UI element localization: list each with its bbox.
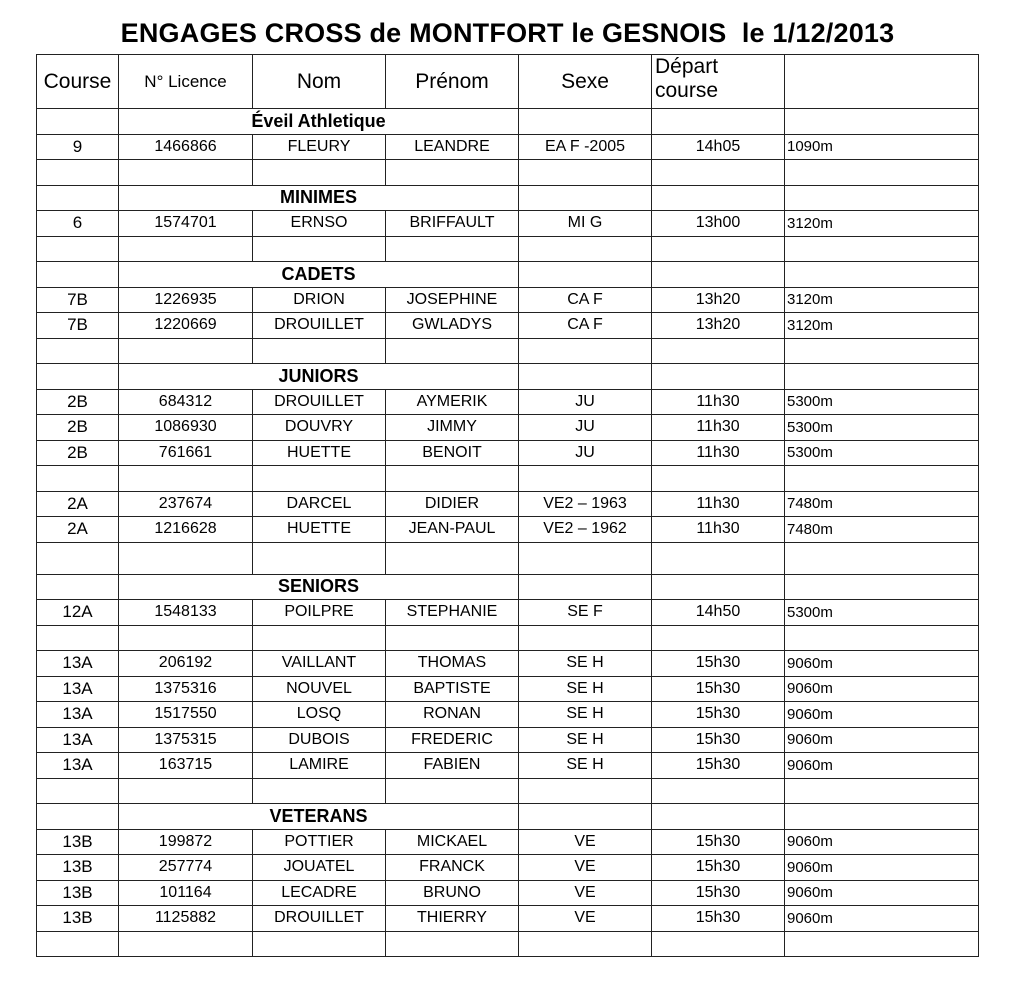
entry-row	[37, 829, 979, 855]
empty-cell	[652, 109, 785, 135]
cell-depart: 15h30	[652, 727, 785, 753]
cell-sexe: SE H	[519, 651, 652, 677]
cell-course: 2B	[37, 389, 119, 415]
cell-nom: HUETTE	[253, 440, 386, 466]
cell-nom: DROUILLET	[253, 389, 386, 415]
empty-cell	[785, 185, 979, 211]
cell-prenom: THIERRY	[386, 906, 519, 932]
entries-table	[36, 54, 979, 957]
empty-cell	[519, 574, 652, 600]
cell-distance: 9060m	[785, 727, 979, 753]
cell-distance: 7480m	[785, 491, 979, 517]
cell-prenom: GWLADYS	[386, 313, 519, 339]
cell-sexe: EA F -2005	[519, 134, 652, 160]
blank-row	[37, 542, 979, 574]
cell-course: 13A	[37, 651, 119, 677]
cell-sexe: JU	[519, 440, 652, 466]
header-course: Course	[37, 55, 119, 109]
entry-row	[37, 415, 979, 441]
cell-depart: 14h50	[652, 600, 785, 626]
cell-course: 6	[37, 211, 119, 237]
cell-sexe: VE	[519, 906, 652, 932]
empty-cell	[386, 160, 519, 186]
blank-row	[37, 931, 979, 957]
empty-cell	[37, 778, 119, 804]
cell-prenom: JEAN-PAUL	[386, 517, 519, 543]
empty-cell	[386, 542, 519, 574]
empty-cell	[519, 804, 652, 830]
empty-cell	[785, 804, 979, 830]
cell-course: 13B	[37, 880, 119, 906]
cell-licence: 684312	[119, 389, 253, 415]
cell-depart: 11h30	[652, 517, 785, 543]
cell-licence: 1220669	[119, 313, 253, 339]
cell-prenom: DIDIER	[386, 491, 519, 517]
cell-course: 2B	[37, 440, 119, 466]
cell-licence: 1517550	[119, 702, 253, 728]
cell-licence: 1375315	[119, 727, 253, 753]
section-header-row	[37, 574, 979, 600]
cell-prenom: STEPHANIE	[386, 600, 519, 626]
cell-distance: 9060m	[785, 651, 979, 677]
empty-cell	[37, 931, 119, 957]
empty-cell	[119, 160, 253, 186]
empty-cell	[37, 574, 119, 600]
entry-row	[37, 855, 979, 881]
cell-prenom: MICKAEL	[386, 829, 519, 855]
empty-cell	[37, 804, 119, 830]
cell-nom: LECADRE	[253, 880, 386, 906]
empty-cell	[519, 364, 652, 390]
header-depart: Départ course	[652, 55, 785, 109]
cell-course: 13B	[37, 829, 119, 855]
empty-cell	[519, 542, 652, 574]
cell-nom: POTTIER	[253, 829, 386, 855]
cell-nom: LOSQ	[253, 702, 386, 728]
empty-cell	[652, 778, 785, 804]
cell-distance: 5300m	[785, 389, 979, 415]
cell-licence: 1574701	[119, 211, 253, 237]
cell-distance: 9060m	[785, 855, 979, 881]
cell-prenom: RONAN	[386, 702, 519, 728]
empty-cell	[253, 466, 386, 492]
empty-cell	[119, 542, 253, 574]
empty-cell	[386, 931, 519, 957]
empty-cell	[652, 364, 785, 390]
section-label: JUNIORS	[119, 364, 519, 390]
empty-cell	[119, 625, 253, 651]
empty-cell	[253, 778, 386, 804]
cell-distance: 3120m	[785, 287, 979, 313]
empty-cell	[652, 236, 785, 262]
empty-cell	[652, 466, 785, 492]
cell-course: 7B	[37, 287, 119, 313]
header-prenom: Prénom	[386, 55, 519, 109]
entry-row	[37, 287, 979, 313]
header-sexe: Sexe	[519, 55, 652, 109]
section-label: Éveil Athletique	[119, 109, 519, 135]
empty-cell	[652, 338, 785, 364]
cell-sexe: CA F	[519, 287, 652, 313]
empty-cell	[652, 542, 785, 574]
empty-cell	[37, 542, 119, 574]
section-label: MINIMES	[119, 185, 519, 211]
empty-cell	[785, 160, 979, 186]
cell-distance: 9060m	[785, 753, 979, 779]
cell-licence: 206192	[119, 651, 253, 677]
cell-sexe: JU	[519, 415, 652, 441]
empty-cell	[386, 338, 519, 364]
cell-distance: 5300m	[785, 440, 979, 466]
blank-row	[37, 236, 979, 262]
cell-course: 13B	[37, 855, 119, 881]
empty-cell	[519, 931, 652, 957]
cell-distance: 9060m	[785, 676, 979, 702]
cell-depart: 13h00	[652, 211, 785, 237]
cell-nom: ERNSO	[253, 211, 386, 237]
cell-sexe: VE2 – 1962	[519, 517, 652, 543]
empty-cell	[37, 625, 119, 651]
empty-cell	[785, 778, 979, 804]
cell-sexe: VE	[519, 855, 652, 881]
entry-row	[37, 389, 979, 415]
cell-sexe: VE2 – 1963	[519, 491, 652, 517]
cell-prenom: FREDERIC	[386, 727, 519, 753]
cell-nom: DOUVRY	[253, 415, 386, 441]
cell-nom: HUETTE	[253, 517, 386, 543]
cell-prenom: FRANCK	[386, 855, 519, 881]
empty-cell	[785, 931, 979, 957]
empty-cell	[119, 466, 253, 492]
empty-cell	[785, 338, 979, 364]
section-label: SENIORS	[119, 574, 519, 600]
cell-sexe: VE	[519, 880, 652, 906]
empty-cell	[519, 262, 652, 288]
cell-depart: 15h30	[652, 651, 785, 677]
cell-distance: 7480m	[785, 517, 979, 543]
empty-cell	[519, 236, 652, 262]
cell-distance: 1090m	[785, 134, 979, 160]
cell-prenom: BAPTISTE	[386, 676, 519, 702]
cell-depart: 11h30	[652, 440, 785, 466]
cell-prenom: BRUNO	[386, 880, 519, 906]
cell-course: 2A	[37, 491, 119, 517]
cell-course: 13A	[37, 676, 119, 702]
blank-row	[37, 625, 979, 651]
cell-prenom: BENOIT	[386, 440, 519, 466]
empty-cell	[119, 338, 253, 364]
entry-row	[37, 906, 979, 932]
cell-nom: DROUILLET	[253, 906, 386, 932]
cell-nom: DUBOIS	[253, 727, 386, 753]
cell-licence: 1125882	[119, 906, 253, 932]
entry-row	[37, 727, 979, 753]
cell-depart: 15h30	[652, 702, 785, 728]
cell-distance: 3120m	[785, 313, 979, 339]
cell-nom: POILPRE	[253, 600, 386, 626]
cell-course: 2B	[37, 415, 119, 441]
empty-cell	[37, 236, 119, 262]
cell-course: 13A	[37, 727, 119, 753]
empty-cell	[119, 931, 253, 957]
empty-cell	[386, 236, 519, 262]
cell-distance: 5300m	[785, 600, 979, 626]
blank-row	[37, 338, 979, 364]
empty-cell	[785, 262, 979, 288]
empty-cell	[785, 625, 979, 651]
empty-cell	[386, 625, 519, 651]
empty-cell	[253, 160, 386, 186]
empty-cell	[519, 160, 652, 186]
empty-cell	[785, 109, 979, 135]
cell-licence: 1216628	[119, 517, 253, 543]
section-header-row	[37, 262, 979, 288]
cell-licence: 1548133	[119, 600, 253, 626]
empty-cell	[785, 466, 979, 492]
empty-cell	[652, 185, 785, 211]
entry-row	[37, 440, 979, 466]
empty-cell	[37, 185, 119, 211]
cell-licence: 237674	[119, 491, 253, 517]
empty-cell	[253, 542, 386, 574]
cell-sexe: SE H	[519, 753, 652, 779]
header-licence: N° Licence	[119, 55, 253, 109]
cell-depart: 15h30	[652, 855, 785, 881]
empty-cell	[119, 778, 253, 804]
empty-cell	[519, 466, 652, 492]
empty-cell	[253, 931, 386, 957]
empty-cell	[785, 236, 979, 262]
empty-cell	[253, 236, 386, 262]
section-header-row	[37, 804, 979, 830]
cell-course: 13A	[37, 702, 119, 728]
cell-depart: 15h30	[652, 753, 785, 779]
cell-depart: 13h20	[652, 313, 785, 339]
cell-distance: 3120m	[785, 211, 979, 237]
cell-sexe: VE	[519, 829, 652, 855]
cell-prenom: JOSEPHINE	[386, 287, 519, 313]
empty-cell	[652, 574, 785, 600]
cell-depart: 11h30	[652, 415, 785, 441]
cell-depart: 15h30	[652, 829, 785, 855]
cell-distance: 9060m	[785, 829, 979, 855]
cell-depart: 11h30	[652, 491, 785, 517]
empty-cell	[785, 542, 979, 574]
cell-depart: 14h05	[652, 134, 785, 160]
cell-sexe: JU	[519, 389, 652, 415]
empty-cell	[253, 338, 386, 364]
empty-cell	[519, 185, 652, 211]
cell-sexe: MI G	[519, 211, 652, 237]
cell-depart: 11h30	[652, 389, 785, 415]
cell-distance: 9060m	[785, 906, 979, 932]
empty-cell	[253, 625, 386, 651]
cell-sexe: SE F	[519, 600, 652, 626]
empty-cell	[652, 160, 785, 186]
entry-row	[37, 702, 979, 728]
cell-licence: 257774	[119, 855, 253, 881]
cell-licence: 1375316	[119, 676, 253, 702]
cell-depart: 15h30	[652, 906, 785, 932]
cell-prenom: JIMMY	[386, 415, 519, 441]
cell-nom: VAILLANT	[253, 651, 386, 677]
empty-cell	[386, 778, 519, 804]
header-row	[37, 55, 979, 109]
cell-sexe: SE H	[519, 702, 652, 728]
table-body	[37, 109, 979, 957]
header-distance	[785, 55, 979, 109]
cell-nom: DARCEL	[253, 491, 386, 517]
cell-distance: 9060m	[785, 880, 979, 906]
cell-nom: FLEURY	[253, 134, 386, 160]
header-nom: Nom	[253, 55, 386, 109]
empty-cell	[652, 625, 785, 651]
empty-cell	[37, 109, 119, 135]
empty-cell	[519, 338, 652, 364]
cell-distance: 9060m	[785, 702, 979, 728]
cell-prenom: AYMERIK	[386, 389, 519, 415]
cell-course: 13B	[37, 906, 119, 932]
entry-row	[37, 517, 979, 543]
entry-row	[37, 651, 979, 677]
cell-licence: 1226935	[119, 287, 253, 313]
entry-row	[37, 211, 979, 237]
cell-nom: LAMIRE	[253, 753, 386, 779]
empty-cell	[37, 262, 119, 288]
entry-row	[37, 676, 979, 702]
empty-cell	[652, 804, 785, 830]
cell-depart: 15h30	[652, 676, 785, 702]
empty-cell	[519, 109, 652, 135]
cell-prenom: BRIFFAULT	[386, 211, 519, 237]
empty-cell	[652, 931, 785, 957]
cell-nom: DRION	[253, 287, 386, 313]
cell-course: 9	[37, 134, 119, 160]
section-label: VETERANS	[119, 804, 519, 830]
cell-course: 2A	[37, 517, 119, 543]
cell-sexe: SE H	[519, 676, 652, 702]
empty-cell	[519, 778, 652, 804]
cell-nom: DROUILLET	[253, 313, 386, 339]
empty-cell	[652, 262, 785, 288]
entry-row	[37, 491, 979, 517]
empty-cell	[519, 625, 652, 651]
cell-sexe: SE H	[519, 727, 652, 753]
cell-depart: 15h30	[652, 880, 785, 906]
entry-row	[37, 313, 979, 339]
section-header-row	[37, 185, 979, 211]
entry-row	[37, 134, 979, 160]
section-header-row	[37, 109, 979, 135]
empty-cell	[785, 574, 979, 600]
blank-row	[37, 466, 979, 492]
empty-cell	[785, 364, 979, 390]
cell-course: 12A	[37, 600, 119, 626]
cell-nom: JOUATEL	[253, 855, 386, 881]
empty-cell	[37, 364, 119, 390]
empty-cell	[37, 160, 119, 186]
section-header-row	[37, 364, 979, 390]
cell-prenom: LEANDRE	[386, 134, 519, 160]
section-label: CADETS	[119, 262, 519, 288]
empty-cell	[37, 466, 119, 492]
cell-nom: NOUVEL	[253, 676, 386, 702]
cell-licence: 199872	[119, 829, 253, 855]
empty-cell	[119, 236, 253, 262]
cell-licence: 101164	[119, 880, 253, 906]
entry-row	[37, 600, 979, 626]
cell-depart: 13h20	[652, 287, 785, 313]
cell-licence: 163715	[119, 753, 253, 779]
cell-course: 13A	[37, 753, 119, 779]
document-title: ENGAGES CROSS de MONTFORT le GESNOIS le 1/12/2013	[120, 18, 895, 48]
cell-sexe: CA F	[519, 313, 652, 339]
cell-licence: 1086930	[119, 415, 253, 441]
empty-cell	[37, 338, 119, 364]
cell-prenom: FABIEN	[386, 753, 519, 779]
cell-licence: 1466866	[119, 134, 253, 160]
cell-course: 7B	[37, 313, 119, 339]
cell-prenom: THOMAS	[386, 651, 519, 677]
cell-distance: 5300m	[785, 415, 979, 441]
entry-row	[37, 753, 979, 779]
blank-row	[37, 778, 979, 804]
blank-row	[37, 160, 979, 186]
entry-row	[37, 880, 979, 906]
empty-cell	[386, 466, 519, 492]
cell-licence: 761661	[119, 440, 253, 466]
